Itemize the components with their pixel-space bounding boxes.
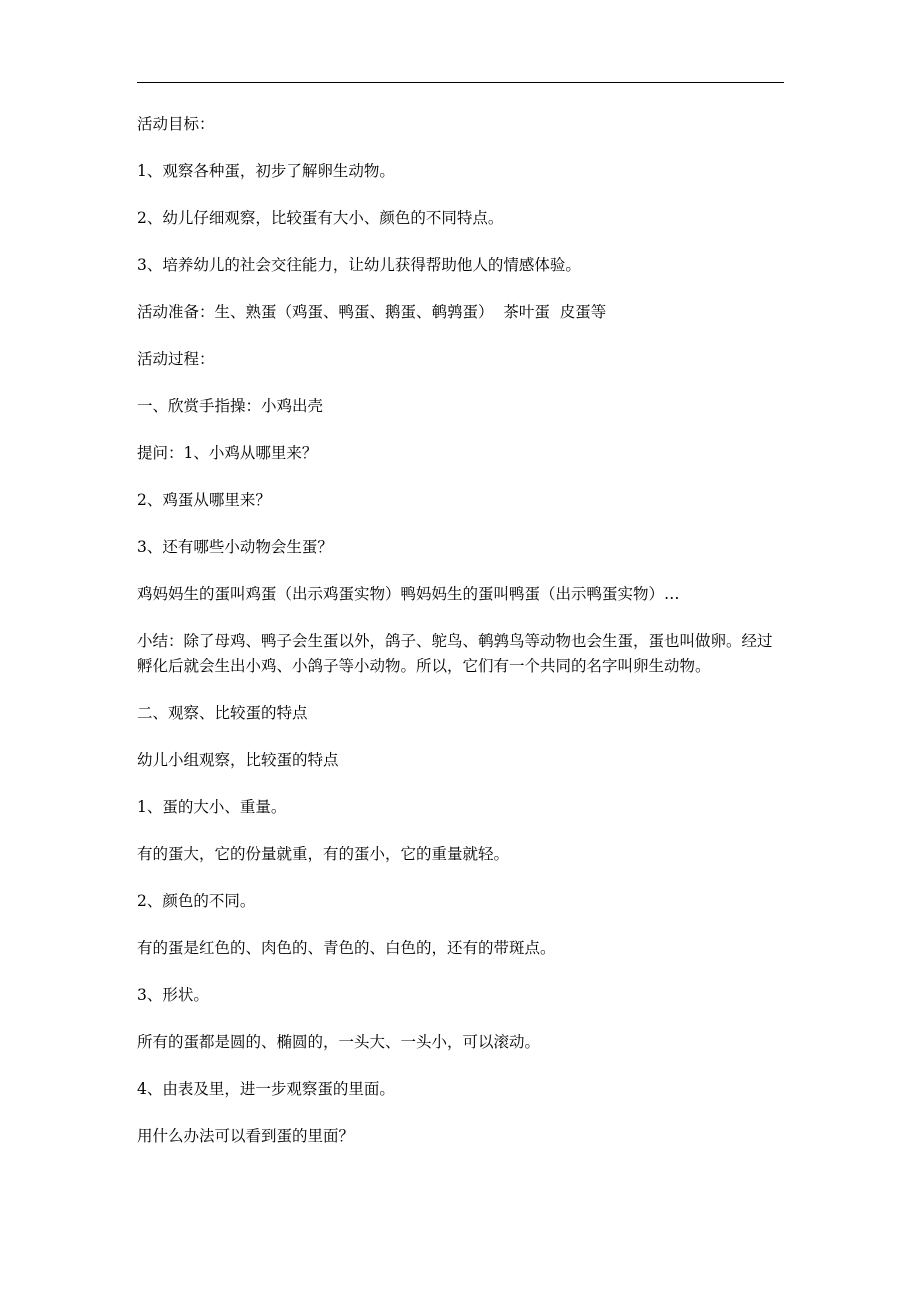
document-body xyxy=(137,112,787,1171)
paragraph-goal-heading: 活动目标： xyxy=(137,115,215,133)
paragraph-goal-2: 2、幼儿仔细观察，比较蛋有大小、颜色的不同特点。 xyxy=(137,209,504,227)
paragraph-section-2: 二、观察、比较蛋的特点 xyxy=(137,704,308,722)
paragraph-question-2: 2、鸡蛋从哪里来？ xyxy=(137,491,271,509)
paragraph-shape-detail: 所有的蛋都是圆的、椭圆的，一头大、一头小，可以滚动。 xyxy=(137,1033,541,1051)
paragraph-preparation: 活动准备：生、熟蛋（鸡蛋、鸭蛋、鹅蛋、鹌鹑蛋） 茶叶蛋 皮蛋等 xyxy=(137,303,607,321)
paragraph-group-observe: 幼儿小组观察，比较蛋的特点 xyxy=(137,751,339,769)
paragraph-size-detail: 有的蛋大，它的份量就重，有的蛋小，它的重量就轻。 xyxy=(137,845,510,863)
paragraph-inside-question: 用什么办法可以看到蛋的里面？ xyxy=(137,1127,355,1145)
paragraph-question-3: 3、还有哪些小动物会生蛋？ xyxy=(137,538,333,556)
paragraph-goal-3: 3、培养幼儿的社会交往能力，让幼儿获得帮助他人的情感体验。 xyxy=(137,256,581,274)
paragraph-size-weight: 1、蛋的大小、重量。 xyxy=(137,798,287,816)
paragraph-color-detail: 有的蛋是红色的、肉色的、青色的、白色的，还有的带斑点。 xyxy=(137,939,556,957)
paragraph-inside: 4、由表及里，进一步观察蛋的里面。 xyxy=(137,1080,395,1098)
paragraph-color: 2、颜色的不同。 xyxy=(137,892,256,910)
paragraph-goal-1: 1、观察各种蛋，初步了解卵生动物。 xyxy=(137,162,395,180)
paragraph-shape: 3、形状。 xyxy=(137,986,209,1004)
header-rule xyxy=(137,82,784,83)
paragraph-section-1: 一、欣赏手指操：小鸡出壳 xyxy=(137,397,324,415)
paragraph-process-heading: 活动过程： xyxy=(137,350,215,368)
paragraph-example: 鸡妈妈生的蛋叫鸡蛋（出示鸡蛋实物）鸭妈妈生的蛋叫鸭蛋（出示鸭蛋实物）… xyxy=(137,585,680,603)
paragraph-question-1: 提问：1、小鸡从哪里来？ xyxy=(137,444,318,462)
paragraph-summary: 小结：除了母鸡、鸭子会生蛋以外，鸽子、鸵鸟、鹌鹑鸟等动物也会生蛋，蛋也叫做卵。经过孵化后就会生出小鸡、小鸽子等小动物。所以，它们有一个共同的名字叫卵生动物。 xyxy=(137,632,773,675)
